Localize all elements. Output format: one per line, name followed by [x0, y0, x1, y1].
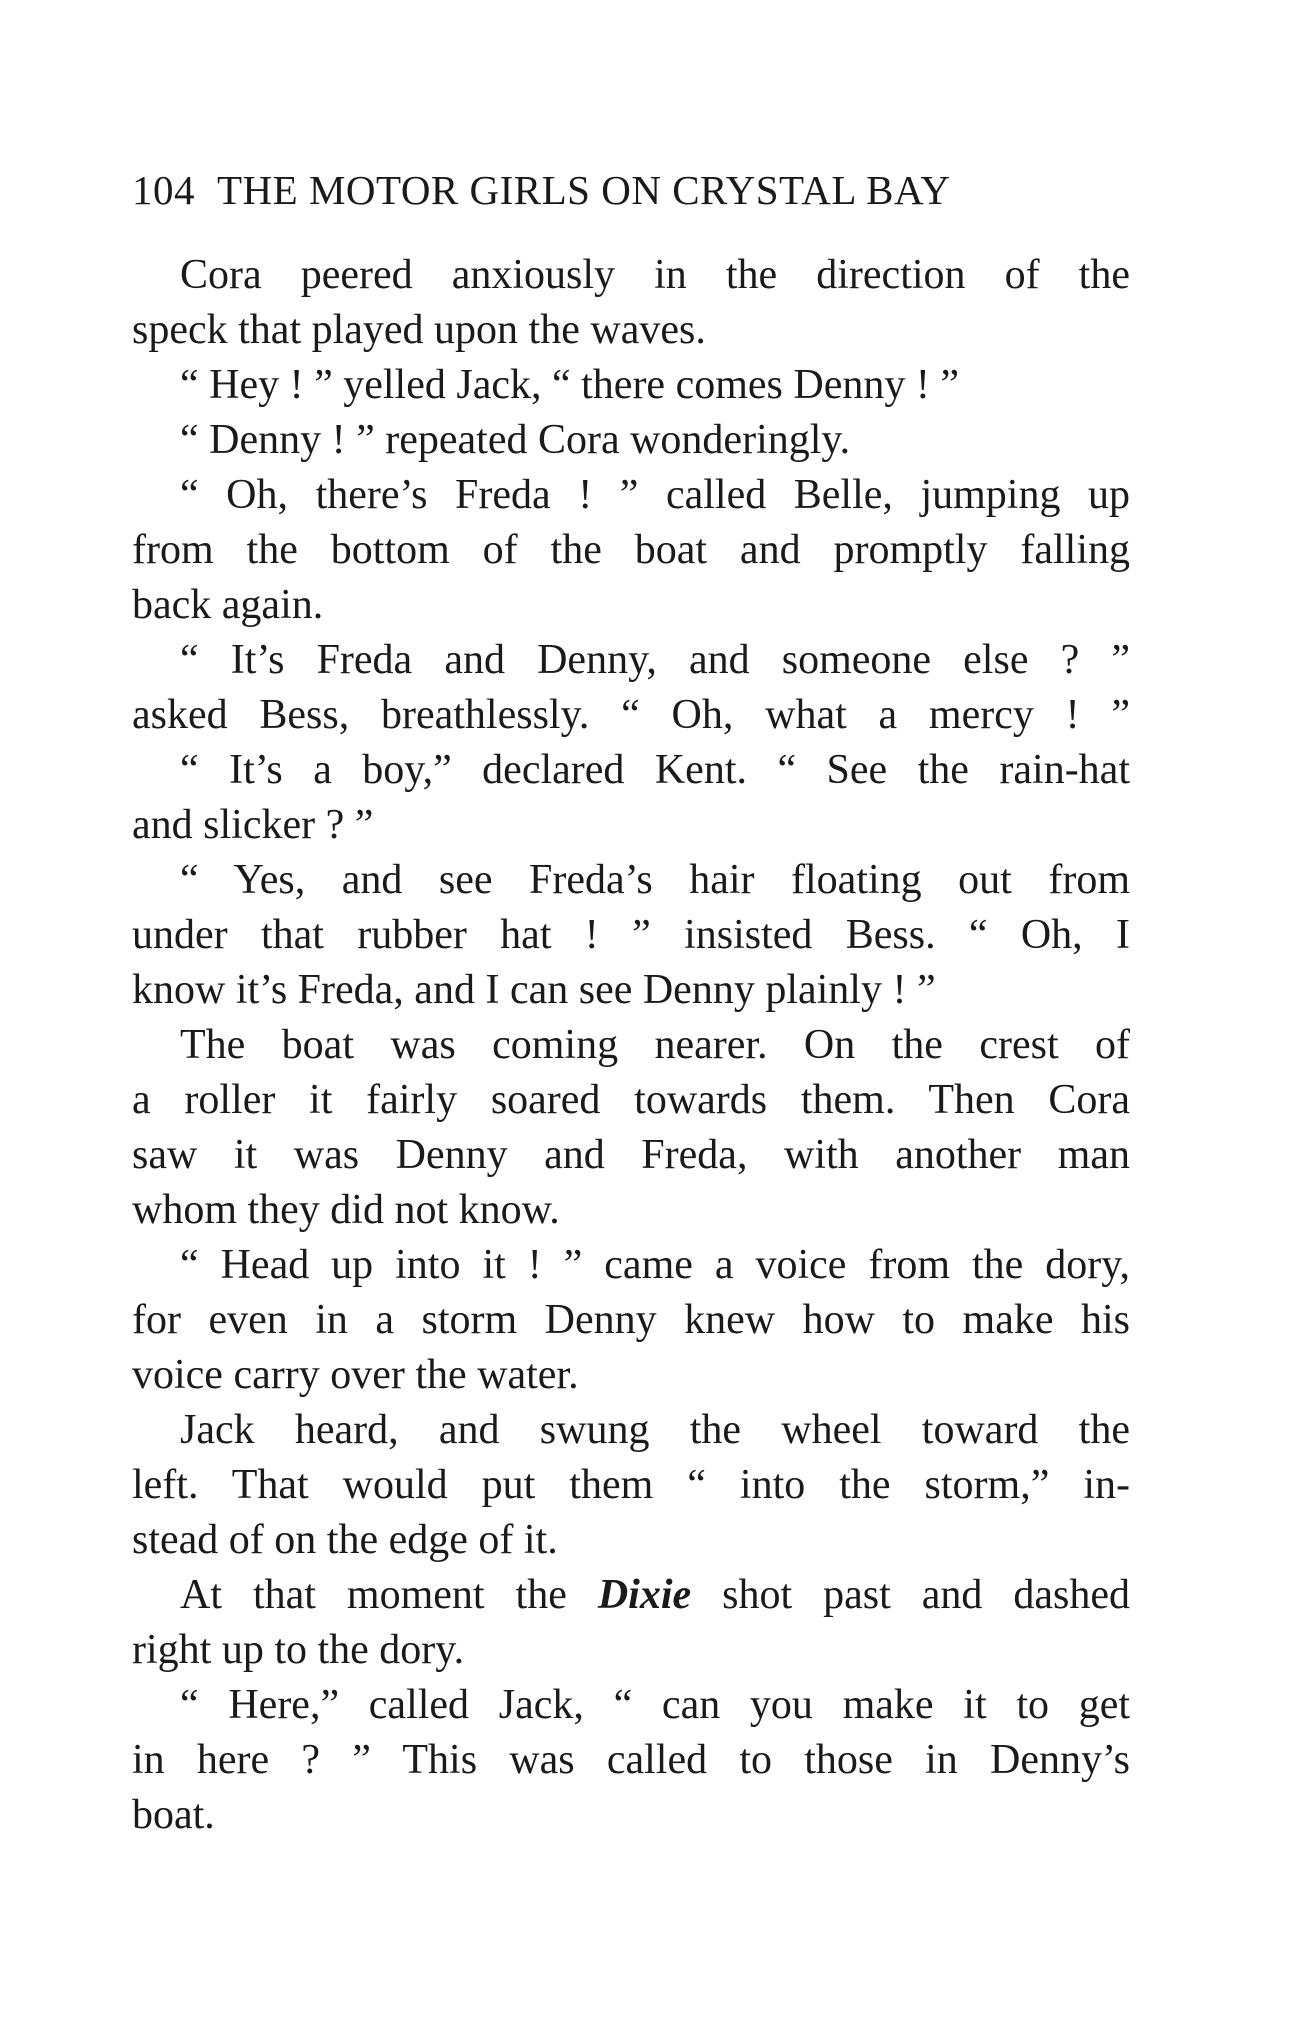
text-line: and slicker ? ”	[132, 802, 374, 848]
text-line: speck that played upon the waves.	[132, 307, 706, 353]
text-line: “ Oh, there’s Freda ! ” called Belle, jumping up	[180, 472, 1130, 518]
text-line: asked Bess, breathlessly. “ Oh, what a mercy ! ”	[132, 692, 1130, 738]
body-text	[132, 248, 1130, 1843]
text-segment: At that moment the	[180, 1572, 598, 1618]
text-line: The boat was coming nearer. On the crest of	[180, 1022, 1130, 1068]
text-segment: shot past and dashed	[691, 1572, 1130, 1618]
italic-boat-name: Dixie	[597, 1572, 692, 1618]
text-line: saw it was Denny and Freda, with another man	[132, 1132, 1130, 1178]
page-number: 104	[132, 167, 195, 213]
text-line: Cora peered anxiously in the direction of the	[180, 252, 1130, 298]
text-line: whom they did not know.	[132, 1187, 560, 1233]
text-line: “ Head up into it ! ” came a voice from the dory,	[180, 1242, 1130, 1288]
text-line: right up to the dory.	[132, 1627, 465, 1673]
text-line: “ Denny ! ” repeated Cora wonderingly.	[180, 417, 851, 463]
text-line: for even in a storm Denny knew how to make his	[132, 1297, 1130, 1343]
text-line: “ It’s Freda and Denny, and someone else ? ”	[180, 637, 1130, 683]
text-line: back again.	[132, 582, 324, 628]
text-line: boat.	[132, 1792, 215, 1838]
text-line: “ It’s a boy,” declared Kent. “ See the rain-hat	[180, 747, 1130, 793]
text-line: stead of on the edge of it.	[132, 1517, 558, 1563]
text-line: know it’s Freda, and I can see Denny plainly ! ”	[132, 967, 936, 1013]
running-head	[132, 160, 1092, 220]
text-line: a roller it fairly soared towards them. Then Cora	[132, 1077, 1130, 1123]
text-line: from the bottom of the boat and promptly falling	[132, 527, 1130, 573]
text-line: under that rubber hat ! ” insisted Bess. “ Oh, I	[132, 912, 1130, 958]
text-line: Jack heard, and swung the wheel toward the	[180, 1407, 1130, 1453]
text-line: “ Here,” called Jack, “ can you make it to get	[180, 1682, 1130, 1728]
running-title: THE MOTOR GIRLS ON CRYSTAL BAY	[217, 167, 951, 213]
text-line: “ Yes, and see Freda’s hair floating out from	[180, 857, 1130, 903]
text-line: “ Hey ! ” yelled Jack, “ there comes Denny ! ”	[180, 362, 959, 408]
text-line: in here ? ” This was called to those in Denny’s	[132, 1737, 1130, 1783]
text-line: left. That would put them “ into the storm,” in-	[132, 1462, 1130, 1508]
text-line: voice carry over the water.	[132, 1352, 579, 1398]
text-line	[132, 1568, 1130, 1623]
